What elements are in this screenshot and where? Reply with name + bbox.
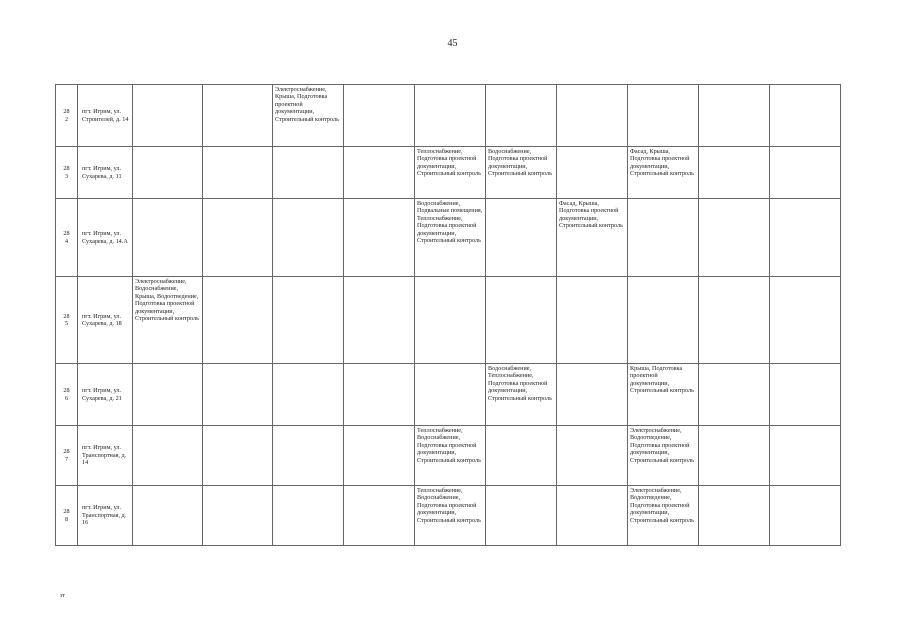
work-cell [699, 147, 770, 199]
work-cell [486, 199, 557, 277]
work-cell [486, 85, 557, 147]
work-cell [486, 277, 557, 364]
work-cell [203, 364, 273, 426]
work-cell [203, 147, 273, 199]
work-cell [415, 85, 486, 147]
work-cell [344, 199, 415, 277]
work-cell [344, 277, 415, 364]
work-cell [415, 277, 486, 364]
work-cell [770, 426, 841, 486]
work-cell [699, 85, 770, 147]
work-cell [273, 486, 344, 546]
work-cell: Теплоснабжение, Водоснабжение, Подготовка проектной документации, Строительный контроль [415, 426, 486, 486]
work-cell [699, 486, 770, 546]
work-cell [557, 486, 628, 546]
work-cell [415, 364, 486, 426]
table-row [56, 426, 841, 486]
work-cell [628, 277, 699, 364]
page-number: 45 [447, 38, 458, 49]
work-cell [770, 277, 841, 364]
work-cell [203, 486, 273, 546]
work-cell [273, 426, 344, 486]
work-cell: Электроснабжение, Водоотведение, Подготовка проектной документации, Строительный контроль [628, 486, 699, 546]
footer-mark: зт [60, 593, 65, 599]
work-cell [203, 199, 273, 277]
work-cell [203, 426, 273, 486]
row-number: 28 2 [56, 85, 78, 147]
work-cell: Водоснабжение, Теплоснабжение, Подготовка проектной документации, Строительный контроль [486, 364, 557, 426]
work-cell [273, 277, 344, 364]
work-cell [486, 426, 557, 486]
row-number: 28 5 [56, 277, 78, 364]
work-cell [557, 364, 628, 426]
repair-schedule-table [55, 84, 841, 546]
work-cell [133, 486, 203, 546]
work-cell [557, 147, 628, 199]
work-cell [344, 426, 415, 486]
work-cell [133, 85, 203, 147]
work-cell [203, 85, 273, 147]
work-cell: Крыша, Подготовка проектной документации, Строительный контроль [628, 364, 699, 426]
table-row [56, 199, 841, 277]
work-cell [699, 277, 770, 364]
row-number: 28 8 [56, 486, 78, 546]
work-cell: Фасад, Крыша, Подготовка проектной документации, Строительный контроль [628, 147, 699, 199]
work-cell [770, 364, 841, 426]
table-row [56, 85, 841, 147]
table-row [56, 147, 841, 199]
address-cell: пгт. Игрим, ул. Транспортная, д. 16 [78, 486, 133, 546]
work-cell [273, 364, 344, 426]
work-cell [770, 199, 841, 277]
work-cell [770, 85, 841, 147]
address-cell: пгт. Игрим, ул. Сухарева, д. 21 [78, 364, 133, 426]
work-cell [628, 85, 699, 147]
work-cell [133, 147, 203, 199]
row-number: 28 6 [56, 364, 78, 426]
work-cell [557, 426, 628, 486]
work-cell [699, 199, 770, 277]
work-cell [486, 486, 557, 546]
work-cell [770, 486, 841, 546]
work-cell [203, 277, 273, 364]
address-cell: пгт. Игрим, ул. Сухарева, д. 14.А [78, 199, 133, 277]
work-cell [557, 85, 628, 147]
work-cell [273, 199, 344, 277]
work-cell [628, 199, 699, 277]
work-cell [557, 277, 628, 364]
work-cell: Электроснабжение, Крыша, Подготовка проектной документации, Строительный контроль [273, 85, 344, 147]
table-row [56, 277, 841, 364]
work-cell [344, 85, 415, 147]
work-cell [699, 364, 770, 426]
work-cell: Водоснабжение, Подвальные помещения, Теплоснабжение, Подготовка проектной документации, Строительный контроль [415, 199, 486, 277]
work-cell: Водоснабжение, Подготовка проектной документации, Строительный контроль [486, 147, 557, 199]
row-number: 28 3 [56, 147, 78, 199]
address-cell: пгт. Игрим, ул. Транспортная, д. 14 [78, 426, 133, 486]
work-cell: Электроснабжение, Водоснабжение, Крыша, Водоотведение, Подготовка проектной документации, Строительный контроль [133, 277, 203, 364]
work-cell [344, 364, 415, 426]
work-cell [133, 199, 203, 277]
work-cell [344, 486, 415, 546]
work-cell [273, 147, 344, 199]
work-cell [699, 426, 770, 486]
work-cell: Теплоснабжение, Подготовка проектной документации, Строительный контроль [415, 147, 486, 199]
address-cell: пгт. Игрим, ул. Сухарева, д. 18 [78, 277, 133, 364]
row-number: 28 4 [56, 199, 78, 277]
work-cell [133, 364, 203, 426]
work-cell [344, 147, 415, 199]
work-cell [770, 147, 841, 199]
address-cell: пгт. Игрим, ул. Сухарева, д. 11 [78, 147, 133, 199]
work-cell [133, 426, 203, 486]
row-number: 28 7 [56, 426, 78, 486]
work-cell: Электроснабжение, Водоотведение, Подготовка проектной документации, Строительный контроль [628, 426, 699, 486]
address-cell: пгт. Игрим, ул. Строителей, д. 14 [78, 85, 133, 147]
table-row [56, 486, 841, 546]
table-row [56, 364, 841, 426]
work-cell: Фасад, Крыша, Подготовка проектной документации, Строительный контроль [557, 199, 628, 277]
work-cell: Теплоснабжение, Водоснабжение, Подготовка проектной документации, Строительный контроль [415, 486, 486, 546]
